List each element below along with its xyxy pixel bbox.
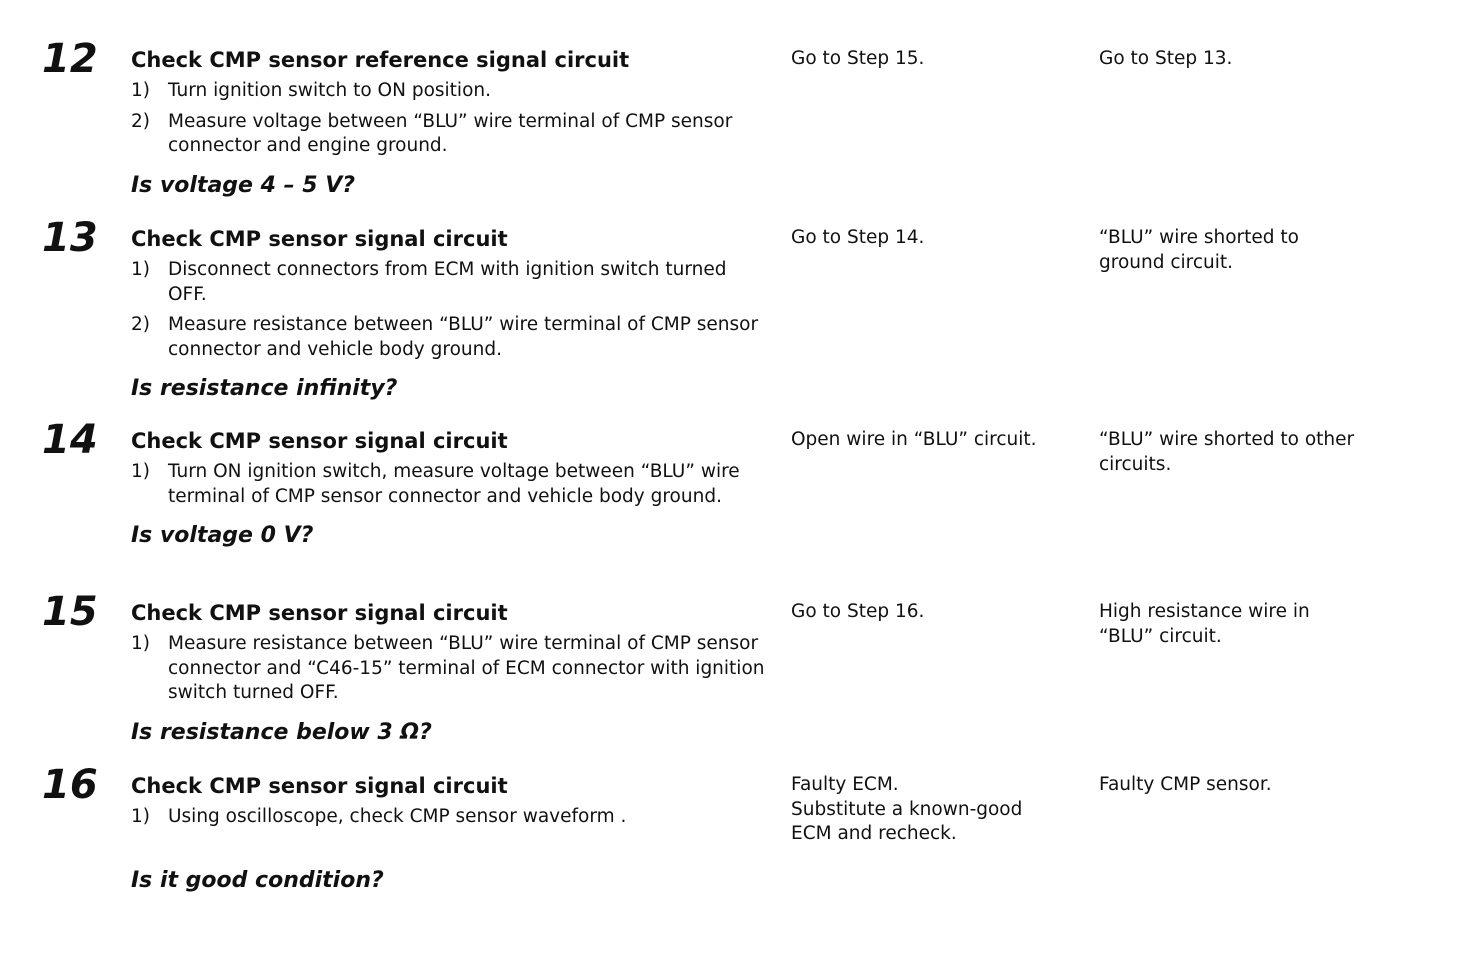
no-result: “BLU” wire shorted to other circuits. xyxy=(1099,429,1355,475)
substep-index: 2) xyxy=(131,110,150,132)
yes-result: Open wire in “BLU” circuit. xyxy=(791,429,1037,450)
substep-text: Measure resistance between “BLU” wire terminal of CMP sensor connector and vehicle body ground. xyxy=(168,314,759,360)
substep-list xyxy=(131,805,771,830)
substep-index: 1) xyxy=(131,80,150,101)
step-body xyxy=(131,773,771,894)
substep-list xyxy=(131,460,771,509)
step-body xyxy=(131,47,771,199)
substep-text: Turn ignition switch to ON position. xyxy=(168,80,492,101)
step-number: 16 xyxy=(42,762,98,808)
step-body xyxy=(131,226,771,402)
substep xyxy=(131,805,788,830)
step-question: Is resistance infinity? xyxy=(131,376,398,401)
substep-list xyxy=(131,258,771,362)
substep xyxy=(131,79,728,104)
substep-index: 1) xyxy=(131,806,150,827)
step-body xyxy=(131,428,771,549)
yes-result: Faulty ECM. Substitute a known-good ECM and recheck. xyxy=(791,774,1023,844)
yes-result: Go to Step 16. xyxy=(791,601,925,622)
substep-index: 2) xyxy=(131,314,150,335)
step-number: 12 xyxy=(42,36,98,82)
substep-text: Measure voltage between “BLU” wire terminal of CMP sensor connector and engine ground. xyxy=(168,110,733,156)
substep-index: 1) xyxy=(131,461,150,482)
no-result: Faulty CMP sensor. xyxy=(1099,774,1272,795)
step-question: Is resistance below 3 Ω? xyxy=(131,719,432,745)
yes-result: Go to Step 14. xyxy=(791,227,925,248)
substep-index: 1) xyxy=(131,633,150,654)
substep xyxy=(131,632,808,706)
step-body xyxy=(131,600,771,746)
step-question: Is voltage 4 – 5 V? xyxy=(131,172,356,198)
step-title: Check CMP sensor signal circuit xyxy=(131,429,508,453)
no-result: Go to Step 13. xyxy=(1099,48,1233,69)
substep-text: Disconnect connectors from ECM with ignition switch turned OFF. xyxy=(168,259,727,305)
step-question: Is voltage 0 V? xyxy=(131,523,314,548)
step-title: Check CMP sensor signal circuit xyxy=(131,774,508,798)
substep-index: 1) xyxy=(131,259,150,280)
step-number: 15 xyxy=(42,589,98,635)
substep-text: Measure resistance between “BLU” wire terminal of CMP sensor connector and “C46-15” terminal of ECM connector with ignition switch turned OFF. xyxy=(168,633,765,703)
substep xyxy=(131,313,788,362)
step-question: Is it good condition? xyxy=(131,867,384,893)
substep xyxy=(131,460,788,509)
substep-list xyxy=(131,79,771,159)
step-title: Check CMP sensor signal circuit xyxy=(131,601,508,625)
substep-text: Using oscilloscope, check CMP sensor waveform . xyxy=(168,806,627,827)
step-number: 14 xyxy=(42,417,98,463)
substep-list xyxy=(131,632,771,706)
step-title: Check CMP sensor reference signal circuit xyxy=(131,48,630,72)
no-result: High resistance wire in “BLU” circuit. xyxy=(1099,601,1310,647)
substep xyxy=(131,258,748,307)
substep xyxy=(131,110,758,159)
step-number: 13 xyxy=(42,215,98,261)
yes-result: Go to Step 15. xyxy=(791,48,925,69)
substep-text: Turn ON ignition switch, measure voltage between “BLU” wire terminal of CMP sensor connector and vehicle body ground. xyxy=(168,461,740,507)
no-result: “BLU” wire shorted to ground circuit. xyxy=(1099,227,1299,273)
step-title: Check CMP sensor signal circuit xyxy=(131,227,508,251)
